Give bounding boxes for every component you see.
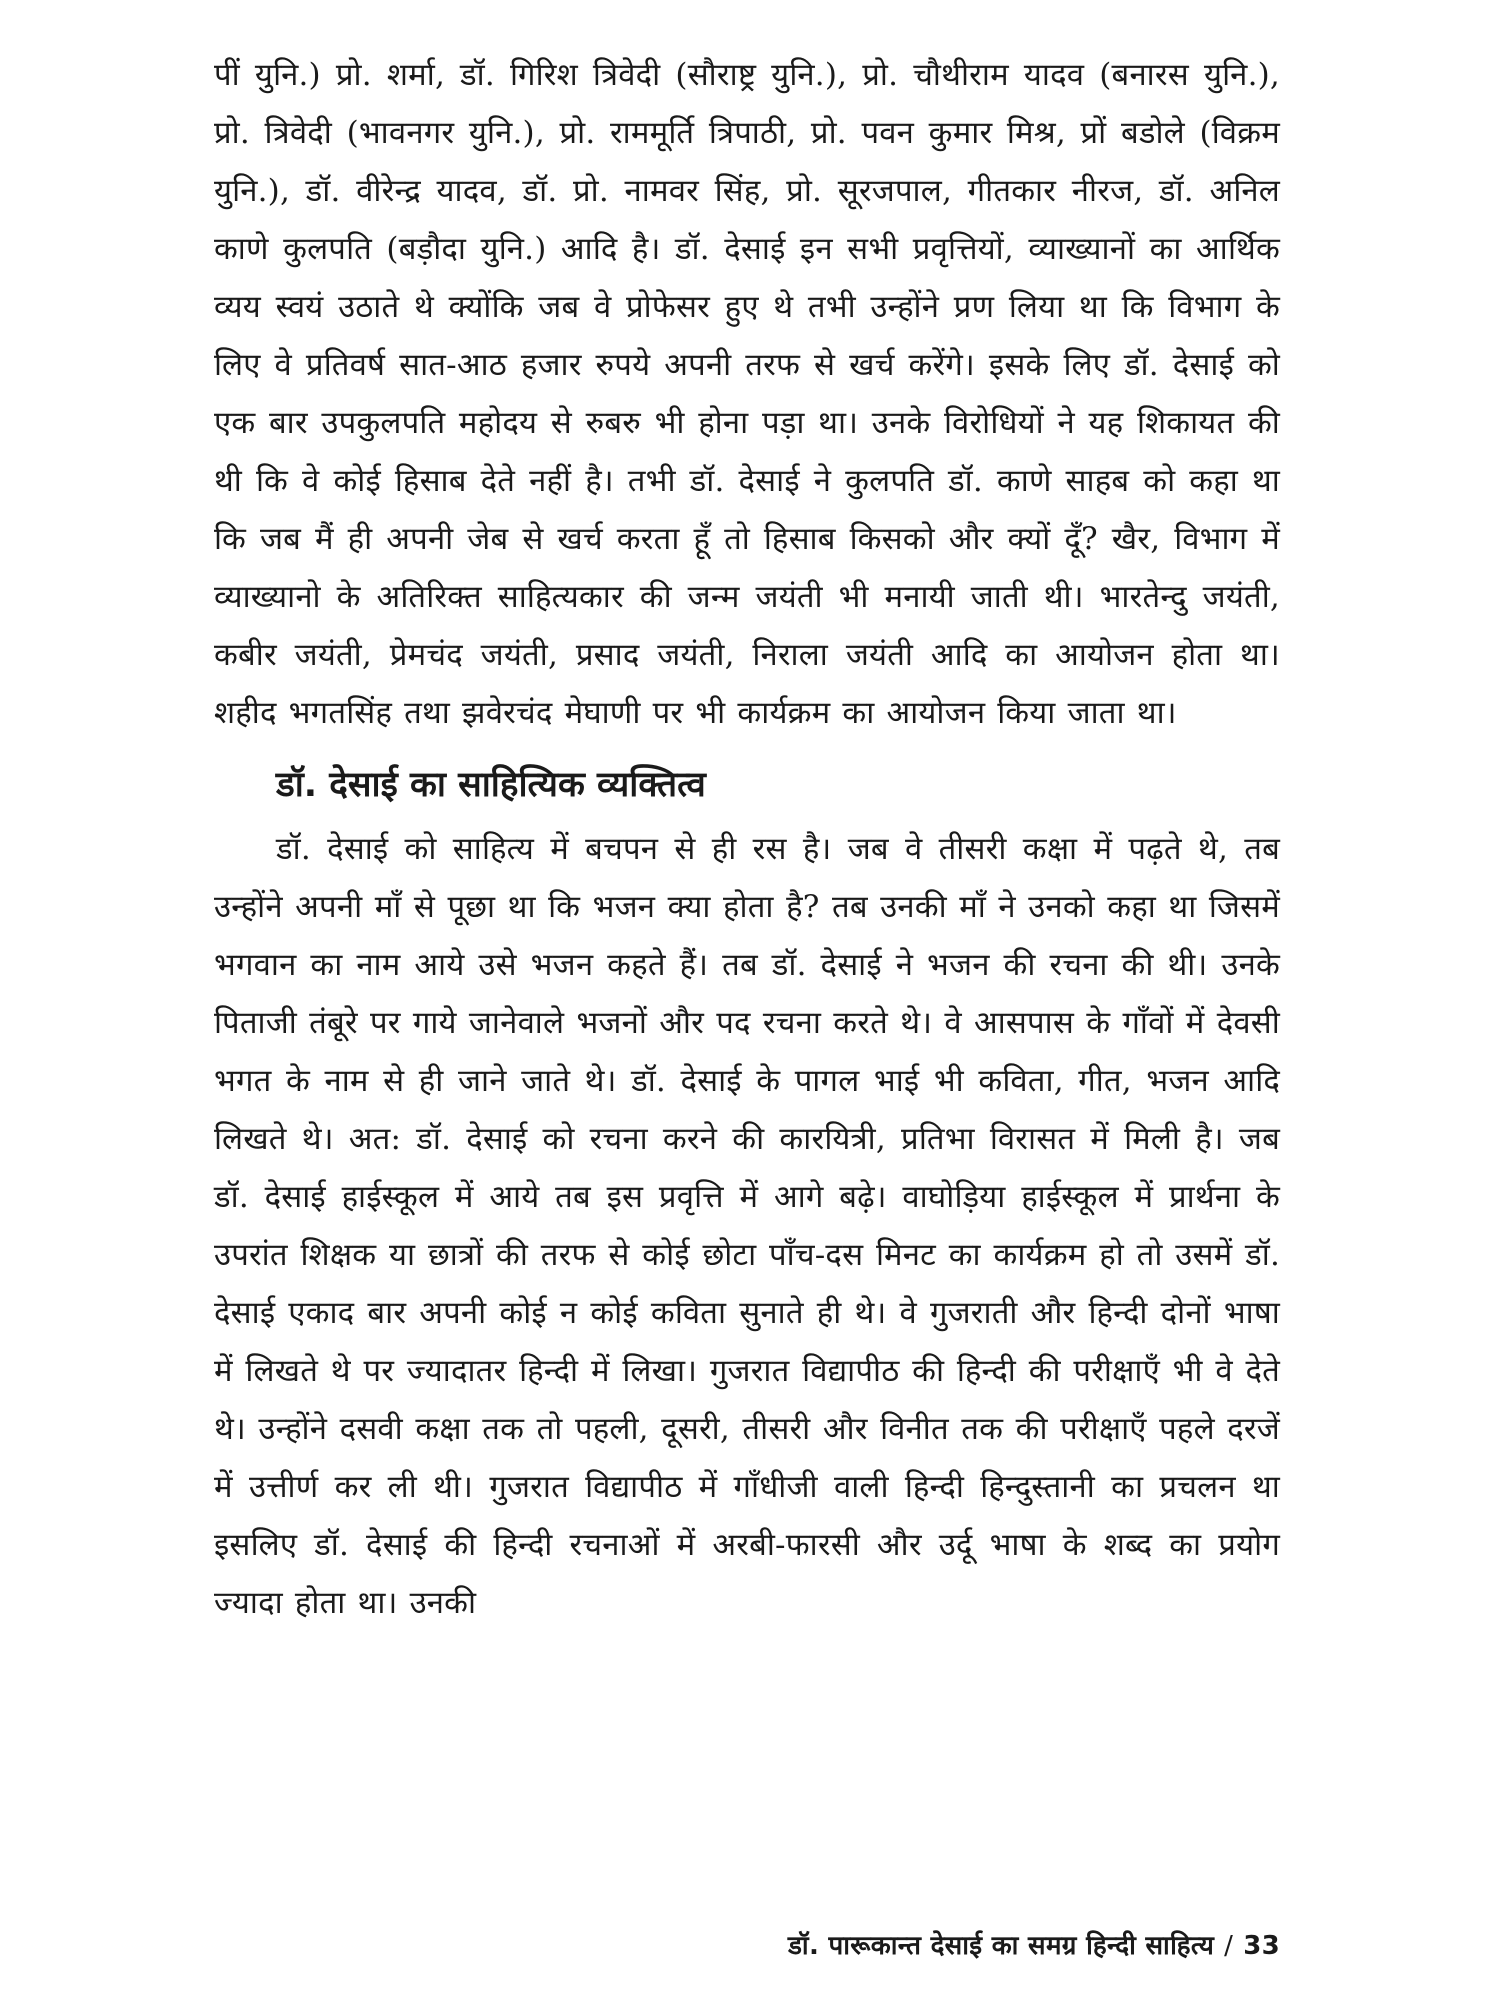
- section-heading: डॉ. देसाई का साहित्यिक व्यक्तित्व: [276, 765, 706, 805]
- body-paragraph: डॉ. देसाई को साहित्य में बचपन से ही रस है। जब वे तीसरी कक्षा में पढ़ते थे, तब उन्होंने अपनी माँ से पूछा था कि भजन क्या होता है? तब उनकी माँ ने उनको कहा था जिसमें भगवान का नाम आये उसे भजन कहते हैं। तब डॉ. देसाई ने भजन की रचना की थी। उनके पिताजी तंबूरे पर गाये जानेवाले भजनों और पद रचना करते थे। वे आसपास के गाँवों में देवसी भगत के नाम से ही जाने जाते थे। डॉ. देसाई के पागल भाई भी कविता, गीत, भजन आदि लिखते थे। अत: डॉ. देसाई को रचना करने की कारयित्री, प्रतिभा विरासत में मिली है। जब डॉ. देसाई हाईस्कूल में आये तब इस प्रवृत्ति में आगे बढ़े। वाघोड़िया हाईस्कूल में प्रार्थना के उपरांत शिक्षक या छात्रों की तरफ से कोई छोटा पाँच-दस मिनट का कार्यक्रम हो तो उसमें डॉ. देसाई एकाद बार अपनी कोई न कोई कविता सुनाते ही थे। वे गुजराती और हिन्दी दोनों भाषा में लिखते थे पर ज्यादातर हिन्दी में लिखा। गुजरात विद्यापीठ की हिन्दी की परीक्षाएँ भी वे देते थे। उन्होंने दसवी कक्षा तक तो पहली, दूसरी, तीसरी और विनीत तक की परीक्षाएँ पहले दरजें में उत्तीर्ण कर ली थी। गुजरात विद्यापीठ में गाँधीजी वाली हिन्दी हिन्दुस्तानी का प्रचलन था इसलिए डॉ. देसाई की हिन्दी रचनाओं में अरबी-फारसी और उर्दू भाषा के शब्द का प्रयोग ज्यादा होता था। उनकी: [214, 831, 1280, 1621]
- page-footer: [788, 1926, 1280, 1962]
- body-paragraph-continued: पीं युनि.) प्रो. शर्मा, डॉ. गिरिश त्रिवेदी (सौराष्ट्र युनि.), प्रो. चौथीराम यादव (बनारस युनि.), प्रो. त्रिवेदी (भावनगर युनि.), प्रो. राममूर्ति त्रिपाठी, प्रो. पवन कुमार मिश्र, प्रों बडोले (विक्रम युनि.), डॉ. वीरेन्द्र यादव, डॉ. प्रो. नामवर सिंह, प्रो. सूरजपाल, गीतकार नीरज, डॉ. अनिल काणे कुलपति (बड़ौदा युनि.) आदि है। डॉ. देसाई इन सभी प्रवृत्तियों, व्याख्यानों का आर्थिक व्यय स्वयं उठाते थे क्योंकि जब वे प्रोफेसर हुए थे तभी उन्होंने प्रण लिया था कि विभाग के लिए वे प्रतिवर्ष सात-आठ हजार रुपये अपनी तरफ से खर्च करेंगे। इसके लिए डॉ. देसाई को एक बार उपकुलपति महोदय से रुबरु भी होना पड़ा था। उनके विरोधियों ने यह शिकायत की थी कि वे कोई हिसाब देते नहीं है। तभी डॉ. देसाई ने कुलपति डॉ. काणे साहब को कहा था कि जब मैं ही अपनी जेब से खर्च करता हूँ तो हिसाब किसको और क्यों दूँ? खैर, विभाग में व्याख्यानो के अतिरिक्त साहित्यकार की जन्म जयंती भी मनायी जाती थी। भारतेन्दु जयंती, कबीर जयंती, प्रेमचंद जयंती, प्रसाद जयंती, निराला जयंती आदि का आयोजन होता था। शहीद भगतसिंह तथा झवेरचंद मेघाणी पर भी कार्यक्रम का आयोजन किया जाता था।: [214, 57, 1280, 731]
- footer-separator: /: [1224, 1931, 1234, 1961]
- running-footer-title: डॉ. पारूकान्त देसाई का समग्र हिन्दी साहित्य: [788, 1931, 1215, 1961]
- document-page: [214, 46, 1280, 1966]
- page-number: 33: [1243, 1931, 1280, 1961]
